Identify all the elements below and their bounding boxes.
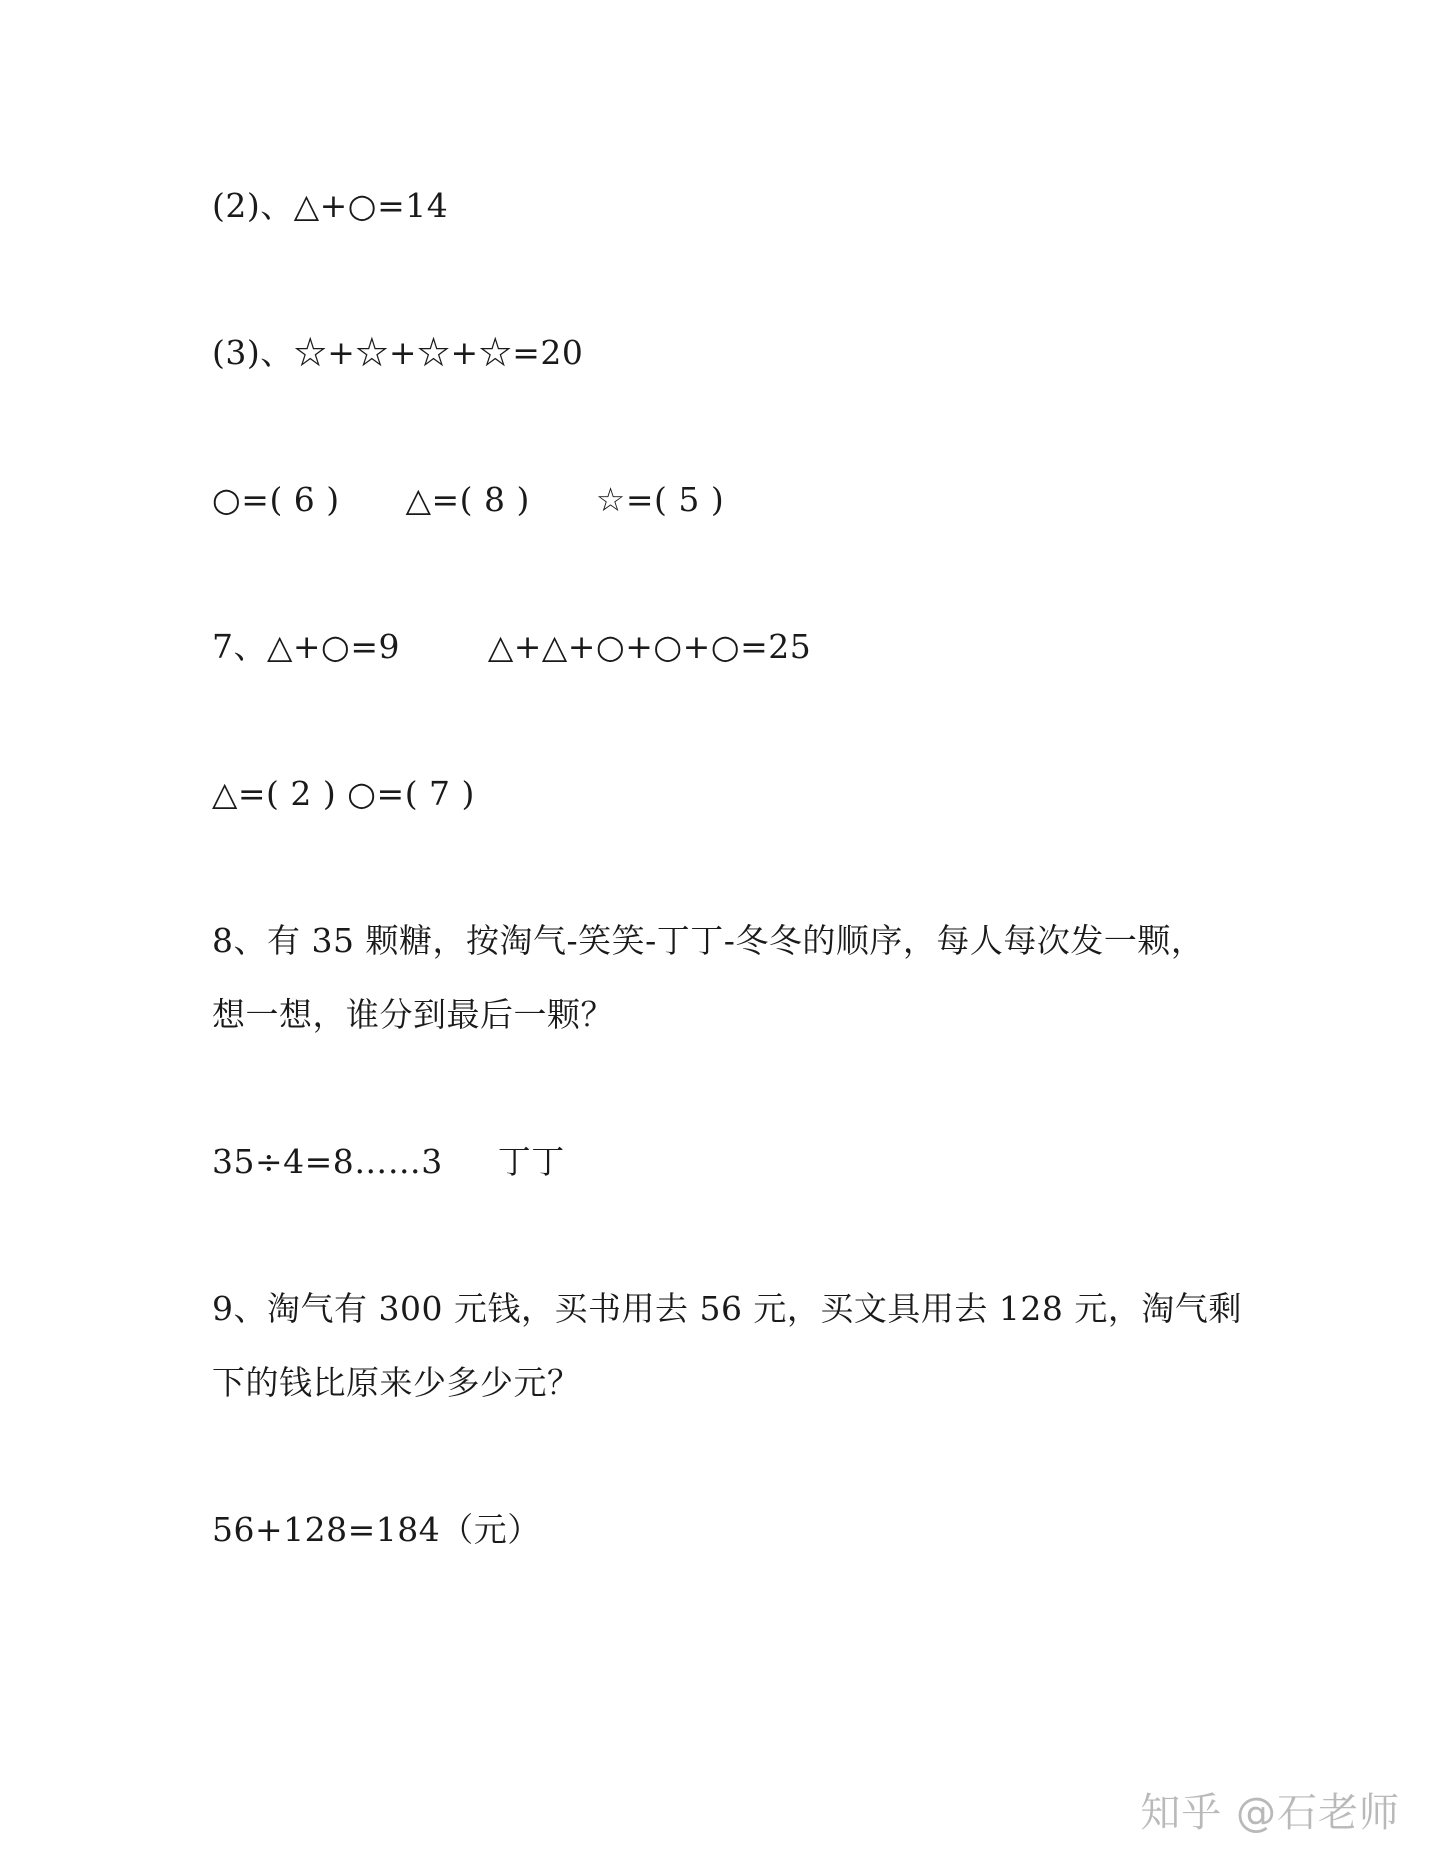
equation-3: (3)、☆+☆+☆+☆=20 [212, 333, 584, 372]
question-9-line-2: 下的钱比原来少多少元？ [212, 1363, 581, 1402]
answers-7: △=( 2 ) ○=( 7 ) [212, 774, 475, 813]
answers-shapes: ○=( 6 ) △=( 8 ) ☆=( 5 ) [212, 480, 725, 519]
question-8-line-1: 8、有 35 颗糖，按淘气-笑笑-丁丁-冬冬的顺序，每人每次发一颗， [212, 921, 1205, 960]
answer-9: 56+128=184（元） [212, 1510, 541, 1549]
question-9-line-1: 9、淘气有 300 元钱，买书用去 56 元，买文具用去 128 元，淘气剩 [212, 1289, 1242, 1328]
watermark: 知乎 @石老师 [1140, 1790, 1400, 1836]
question-7: 7、△+○=9 △+△+○+○+○=25 [212, 627, 812, 666]
answer-8: 35÷4=8……3 丁丁 [212, 1142, 565, 1181]
question-8-line-2: 想一想，谁分到最后一颗？ [212, 995, 614, 1034]
equation-2: (2)、△+○=14 [212, 186, 449, 225]
